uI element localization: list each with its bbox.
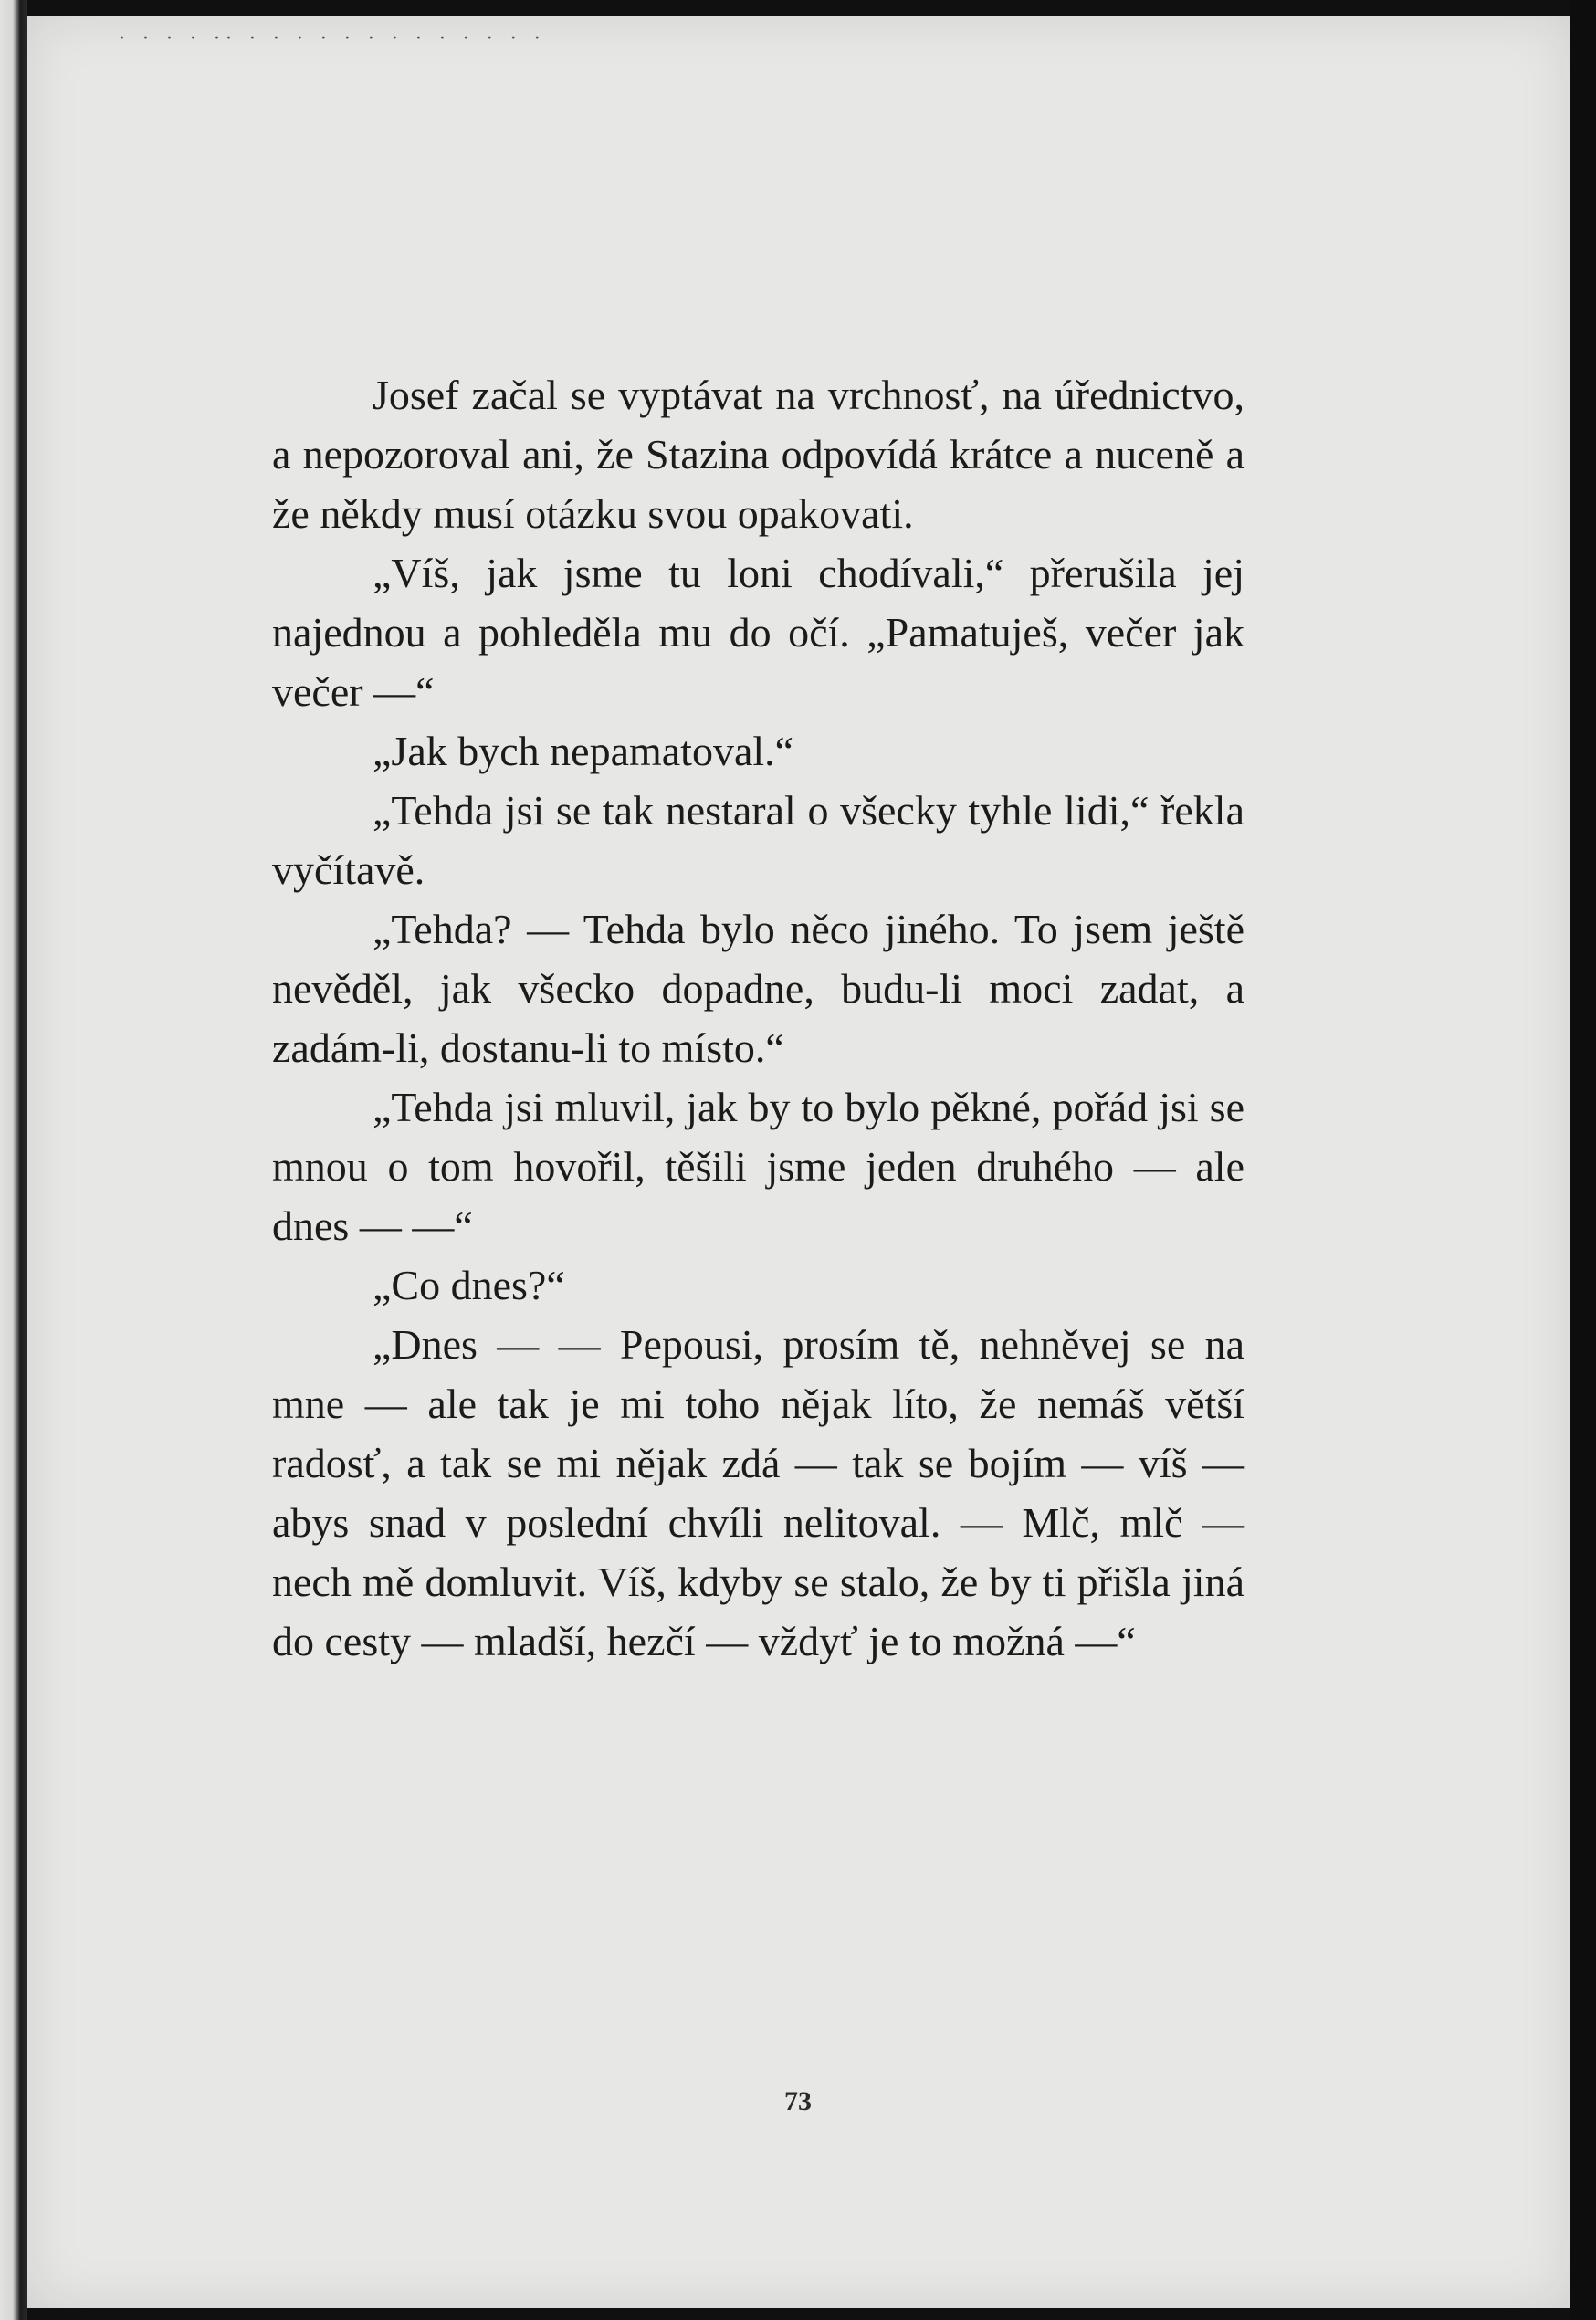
- page-gutter-edge: [0, 0, 27, 2320]
- page-number: 73: [784, 2086, 812, 2116]
- paragraph: „Tehda jsi se tak nestaral o všecky tyhle lidi,“ řekla vyčítavě.: [272, 787, 1244, 893]
- scan-right-border: [1570, 0, 1596, 2320]
- body-text: [272, 365, 1244, 1671]
- scan-dust-marks: · · · · ·· · · · · · · · · · · · · ·: [119, 27, 546, 50]
- paragraph: „Jak bych nepamatoval.“: [373, 728, 794, 774]
- paragraph: „Tehda jsi mluvil, jak by to bylo pěkné, pořád jsi se mnou o tom hovořil, těšili jsme jeden druhého — ale dnes — —“: [272, 1084, 1244, 1249]
- paragraph: „Víš, jak jsme tu loni chodívali,“ přerušila jej najednou a pohleděla mu do očí. „Pamatuješ, večer jak večer —“: [272, 550, 1244, 715]
- paragraph: Josef začal se vyptávat na vrchnosť, na úřednictvo, a nepozoroval ani, že Stazina odpovídá krátce a nuceně a že někdy musí otázku svou opakovati.: [272, 372, 1244, 537]
- paragraph: „Tehda? — Tehda bylo něco jiného. To jsem ještě nevěděl, jak všecko dopadne, budu-li moci zadat, a zadám-li, dostanu-li to místo.“: [272, 906, 1244, 1071]
- paragraph: „Co dnes?“: [373, 1262, 565, 1308]
- paragraph: „Dnes — — Pepousi, prosím tě, nehněvej se na mne — ale tak je mi toho nějak líto, že nemáš větší radosť, a tak se mi nějak zdá — tak se bojím — víš — abys snad v poslední chvíli nelitoval. — Mlč, mlč — nech mě domluvit. Víš, kdyby se stalo, že by ti přišla jiná do cesty — mladší, hezčí — vždyť je to možná —“: [272, 1321, 1244, 1664]
